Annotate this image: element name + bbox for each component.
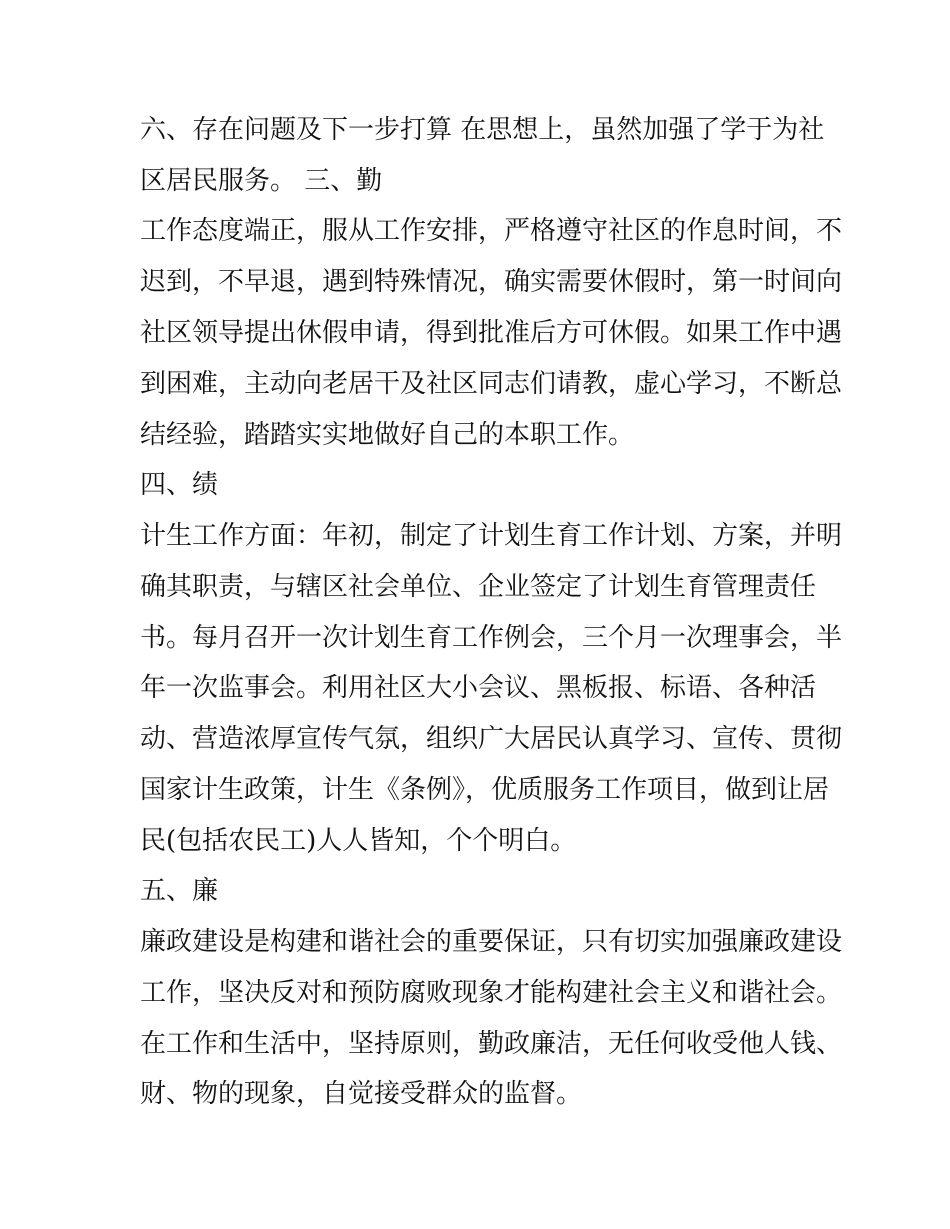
text-line: 民(包括农民工)人人皆知，个个明白。 — [140, 826, 577, 856]
text-line: 动、营造浓厚宣传气氛，组织广大居民认真学习、宣传、贯彻 — [140, 724, 843, 754]
text-line: 社区领导提出休假申请，得到批准后方可休假。如果工作中遇 — [140, 318, 843, 348]
section-heading: 五、廉 — [140, 876, 219, 906]
text-line: 书。每月召开一次计划生育工作例会，三个月一次理事会，半 — [140, 623, 843, 653]
text-line: 结经验，踏踏实实地做好自己的本职工作。 — [140, 420, 635, 450]
text-line: 在工作和生活中，坚持原则，勤政廉洁，无任何收受他人钱、 — [140, 1029, 843, 1059]
text-line: 国家计生政策，计生《条例》，优质服务工作项目，做到让居 — [140, 775, 830, 805]
text-line: 工作态度端正，服从工作安排，严格遵守社区的作息时间，不 — [140, 216, 843, 246]
text-line: 廉政建设是构建和谐社会的重要保证，只有切实加强廉政建设 — [140, 927, 843, 957]
text-line: 区居民服务。 三、勤 — [140, 166, 383, 196]
section-heading: 四、绩 — [140, 470, 219, 500]
text-line: 确其职责，与辖区社会单位、企业签定了计划生育管理责任 — [140, 572, 817, 602]
text-line: 迟到，不早退，遇到特殊情况，确实需要休假时，第一时间向 — [140, 267, 843, 297]
text-line: 六、存在问题及下一步打算 在思想上，虽然加强了学于为社 — [140, 115, 825, 145]
text-line: 财、物的现象，自觉接受群众的监督。 — [140, 1079, 583, 1109]
text-line: 计生工作方面：年初，制定了计划生育工作计划、方案，并明 — [140, 521, 843, 551]
text-line: 年一次监事会。利用社区大小会议、黑板报、标语、各种活 — [140, 673, 817, 703]
text-line: 工作，坚决反对和预防腐败现象才能构建社会主义和谐社会。 — [140, 978, 843, 1008]
text-line: 到困难，主动向老居干及社区同志们请教，虚心学习，不断总 — [140, 369, 843, 399]
